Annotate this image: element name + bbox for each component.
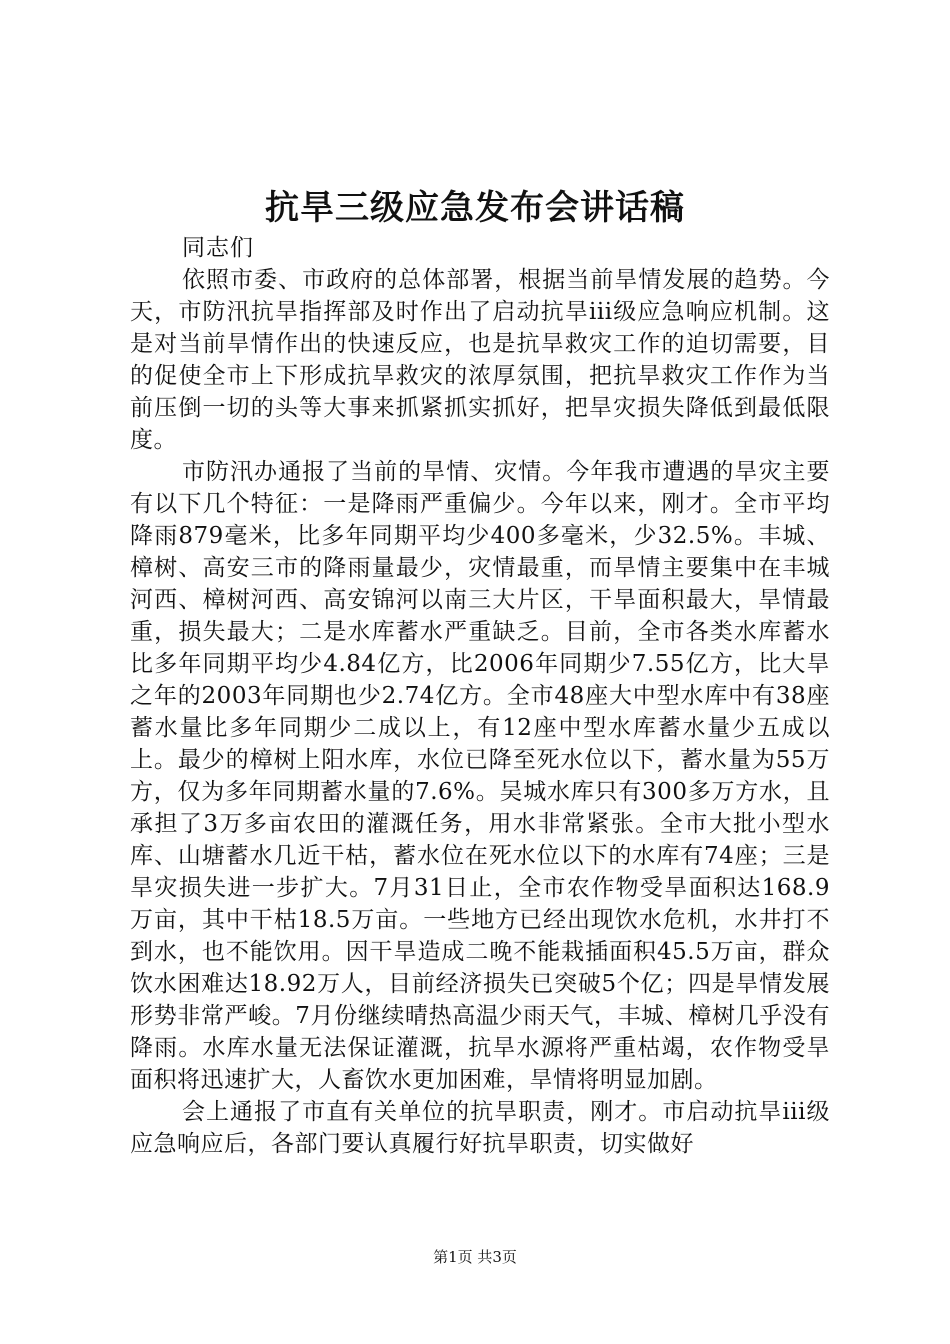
greeting: 同志们	[182, 235, 254, 261]
paragraph: 市防汛办通报了当前的旱情、灾情。今年我市遭遇的旱灾主要有以下几个特征：一是降雨严重偏少。今年以来，刚才。全市平均降雨879毫米，比多年同期平均少400多毫米，少32.5%。丰城、樟树、高安三市的降雨量最少，灾情最重，而旱情主要集中在丰城河西、樟树河西、高安锦河以南三大片区，干旱面积最大，旱情最重，损失最大；二是水库蓄水严重缺乏。目前，全市各类水库蓄水比多年同期平均少4.84亿方，比2006年同期少7.55亿方，比大旱之年的2003年同期也少2.74亿方。全市48座大中型水库中有38座蓄水量比多年同期少二成以上，有12座中型水库蓄水量少五成以上。最少的樟树上阳水库，水位已降至死水位以下，蓄水量为55万方，仅为多年同期蓄水量的7.6%。吴城水库只有300多万方水，且承担了3万多亩农田的灌溉任务，用水非常紧张。全市大批小型水库、山塘蓄水几近干枯，蓄水位在死水位以下的水库有74座；三是旱灾损失进一步扩大。7月31日止，全市农作物受旱面积达168.9万亩，其中干枯18.5万亩。一些地方已经出现饮水危机，水井打不到水，也不能饮用。因干旱造成二晚不能栽插面积45.5万亩，群众饮水困难达18.92万人，目前经济损失已突破5个亿；四是旱情发展形势非常严峻。7月份继续晴热高温少雨天气，丰城、樟树几乎没有降雨。水库水量无法保证灌溉，抗旱水源将严重枯竭，农作物受旱面积将迅速扩大，人畜饮水更加困难，旱情将明显加剧。	[130, 459, 830, 1093]
paragraph: 会上通报了市直有关单位的抗旱职责，刚才。市启动抗旱iii级应急响应后，各部门要认真履行好抗旱职责，切实做好	[130, 1099, 830, 1157]
document-body	[130, 232, 830, 1160]
paragraph: 依照市委、市政府的总体部署，根据当前旱情发展的趋势。今天，市防汛抗旱指挥部及时作出了启动抗旱iii级应急响应机制。这是对当前旱情作出的快速反应，也是抗旱救灾工作的迫切需要，目的促使全市上下形成抗旱救灾的浓厚氛围，把抗旱救灾工作作为当前压倒一切的头等大事来抓紧抓实抓好，把旱灾损失降低到最低限度。	[130, 267, 830, 453]
page-footer: 第1页 共3页	[433, 1248, 517, 1266]
page-title: 抗旱三级应急发布会讲话稿	[265, 188, 685, 228]
